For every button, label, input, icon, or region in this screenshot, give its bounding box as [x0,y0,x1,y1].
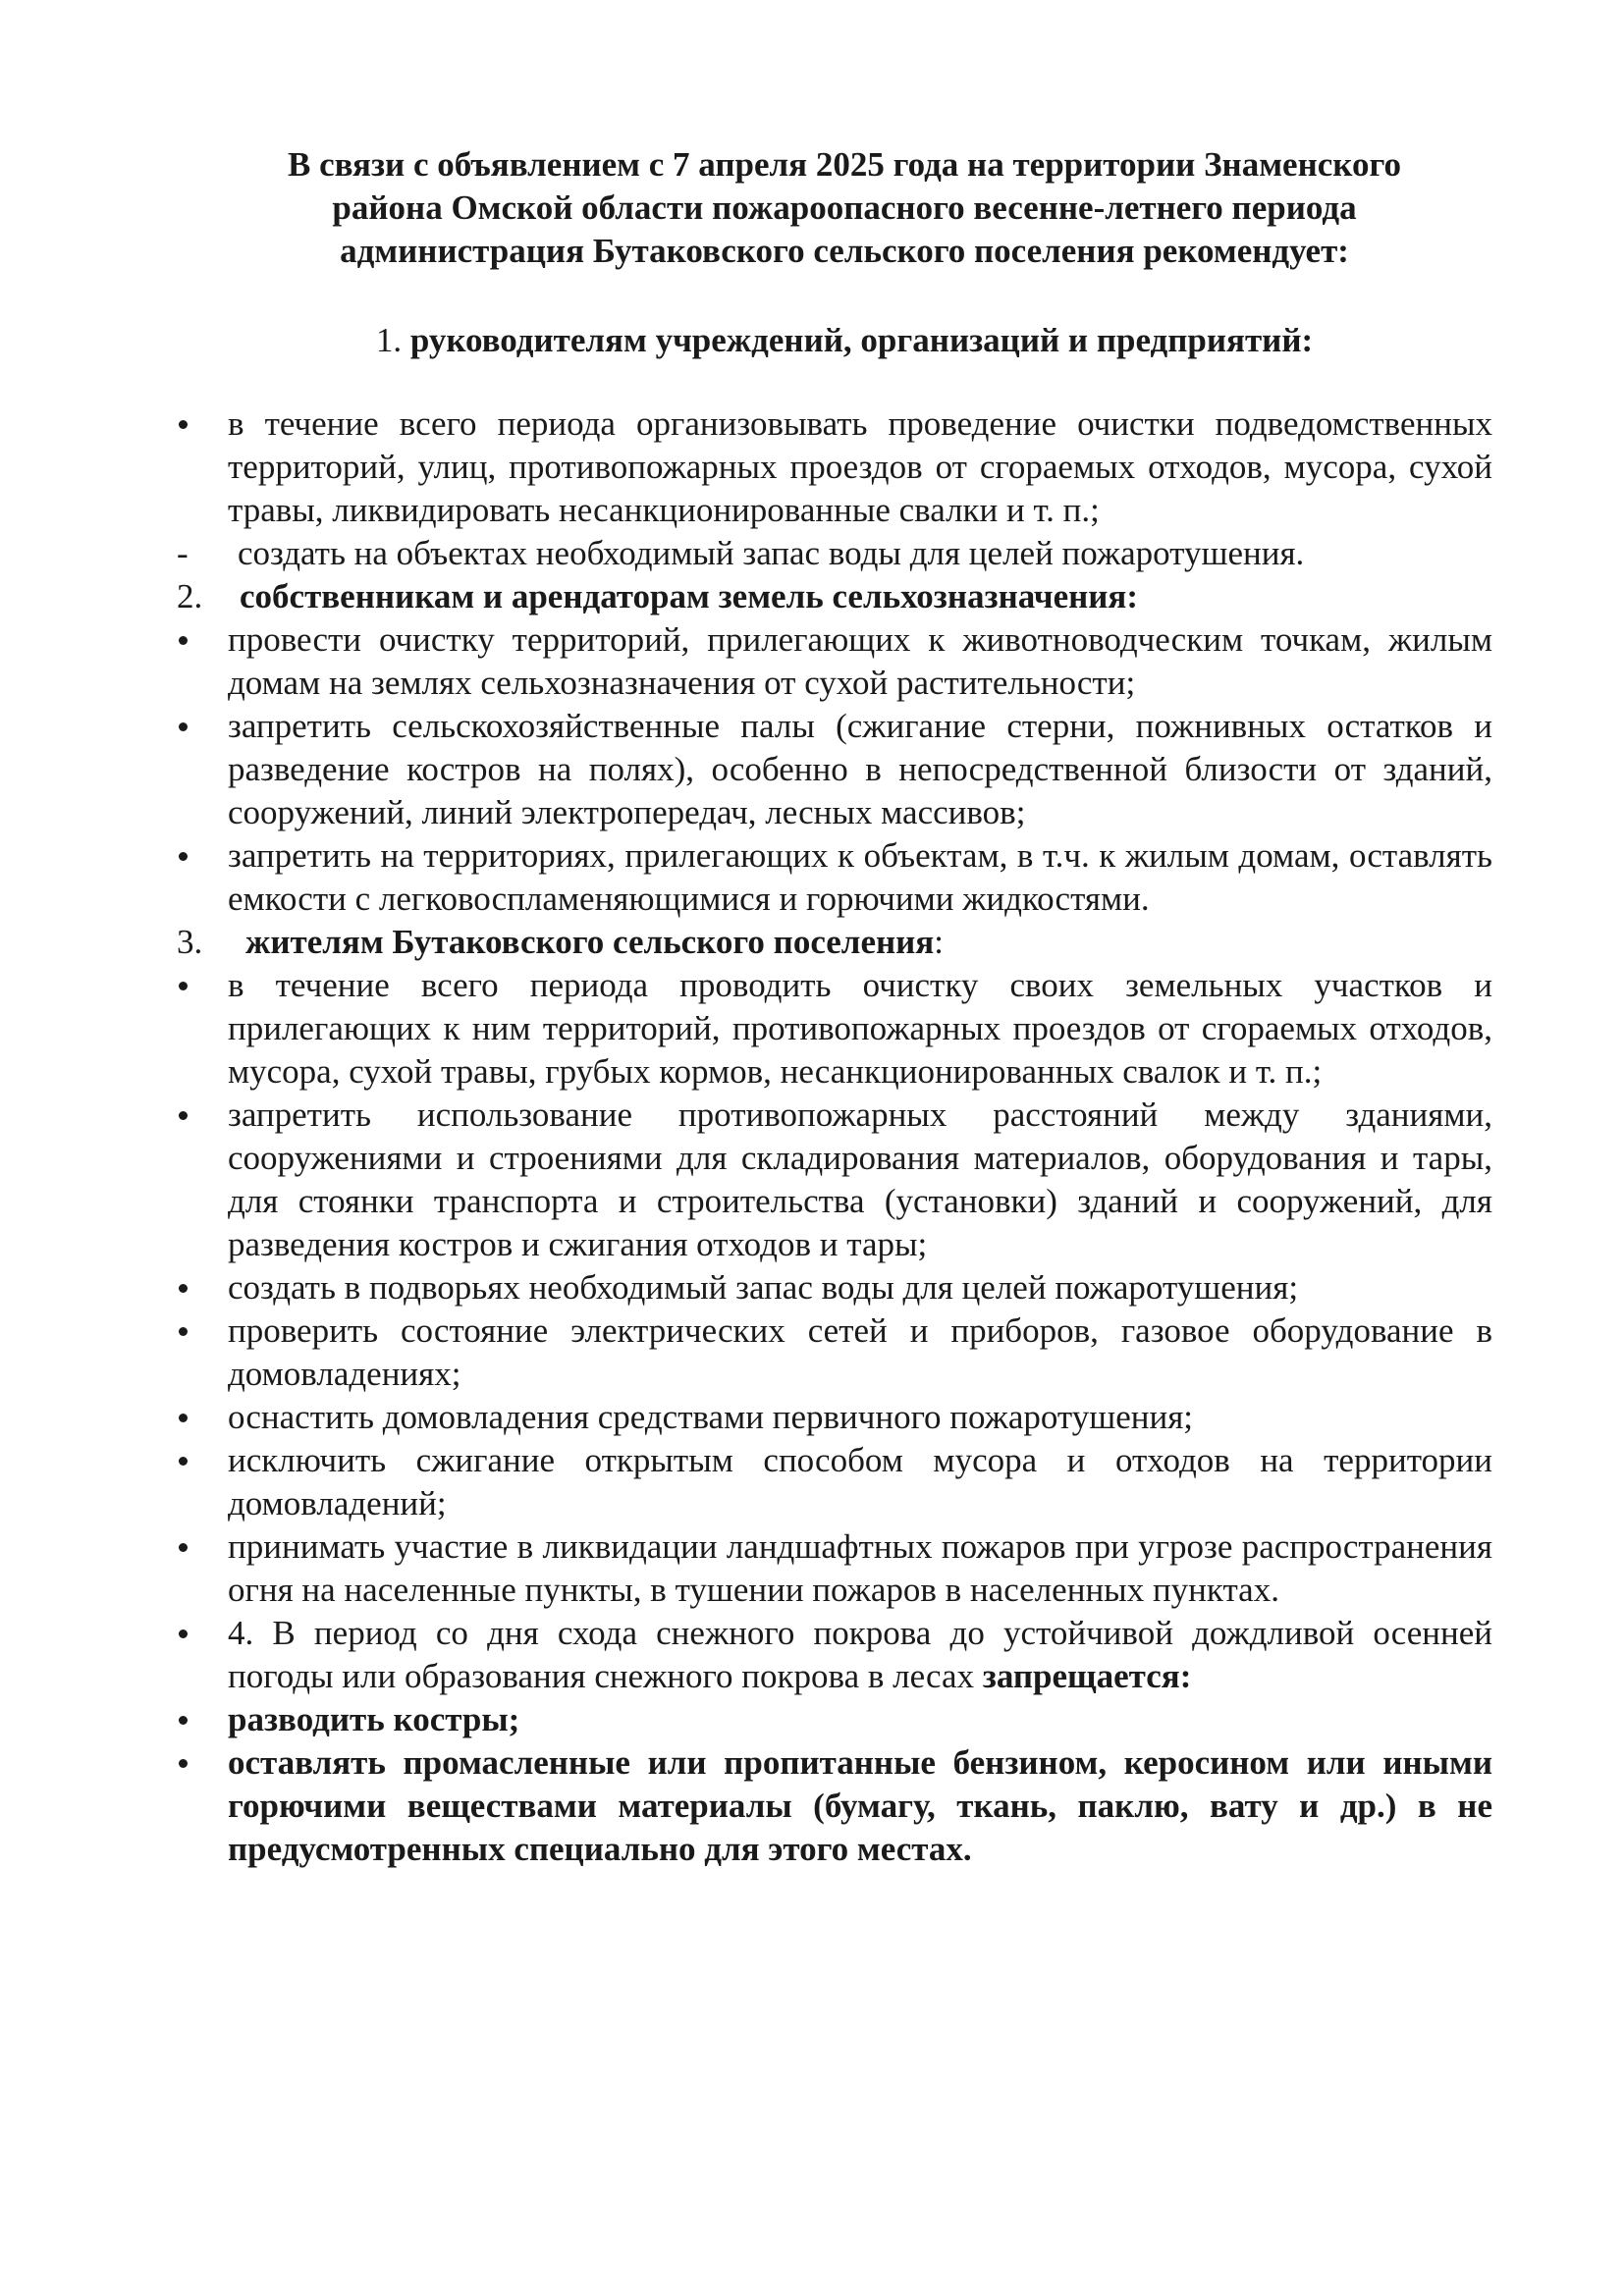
bullet-icon [179,1629,188,1638]
list-item [177,1741,1492,1871]
section-3-bullet-2: запретить использование противопожарных расстояний между зданиями, сооружениями и строениями для складирования материалов, оборудования и тары, для стоянки транспорта и строительства (установки) зданий и сооружений, для разведения костров и сжигания отходов и тары; [228,1095,1492,1263]
bullet-icon [179,420,188,429]
section-1-heading-text: руководителям учреждений, организаций и предприятий: [409,321,1314,359]
bullet-icon [179,722,188,731]
bullet-icon [179,1327,188,1336]
section-4-intro-item [177,1612,1492,1698]
section-3-heading-colon: : [934,923,944,961]
section-3-bullet-3: создать в подворьях необходимый запас воды для целей пожаротушения; [228,1268,1299,1307]
section-1-dash-1: создать на объектах необходимый запас воды для целей пожаротушения. [238,534,1305,572]
section-3-bullet-5: оснастить домовладения средствами первичного пожаротушения; [228,1398,1194,1436]
list-item [177,705,1492,834]
section-4-bullet-2: оставлять промасленные или пропитанные бензином, керосином или иными горючими веществами материалы (бумагу, ткань, паклю, вату и др.) в не предусмотренных специально для этого местах. [228,1743,1492,1868]
section-1-bullet-1: в течение всего периода организовывать проведение очистки подведомственных территорий, улиц, противопожарных проездов от сгораемых отходов, мусора, сухой травы, ликвидировать несанкционированные свалки и т. п.; [228,404,1492,529]
section-1-number: 1. [375,321,403,359]
list-item [177,834,1492,921]
bullet-icon [179,1284,188,1293]
bullet-icon [179,982,188,990]
section-3-bullet-6: исключить сжигание открытым способом мусора и отходов на территории домовладений; [228,1441,1492,1522]
bullet-icon [179,1111,188,1120]
section-4-bullet-1: разводить костры; [228,1700,520,1738]
title-line-1: В связи с объявлением с 7 апреля 2025 года на территории Знаменского [287,145,1402,184]
section-3-heading-text: жителям Бутаковского сельского поселения [245,923,935,961]
list-item [177,402,1492,532]
list-item [177,618,1492,705]
list-item [177,1439,1492,1525]
section-2-number: 2. [177,577,203,615]
section-2-heading-text: собственникам и арендаторам земель сельхозназначения: [240,577,1139,615]
list-item [177,1396,1492,1439]
section-3-heading [177,921,1492,964]
section-1-heading [187,319,1502,362]
section-3-bullet-4: проверить состояние электрических сетей и приборов, газовое оборудование в домовладениях; [228,1311,1492,1393]
list-item [177,1309,1492,1396]
bullet-icon [179,1414,188,1422]
section-3-bullet-7: принимать участие в ликвидации ландшафтных пожаров при угрозе распространения огня на населенные пункты, в тушении пожаров в населенных пунктах. [228,1527,1492,1609]
section-2-bullet-1: провести очистку территорий, прилегающих к животноводческим точкам, жилым домам на землях сельхозназначения от сухой растительности; [228,620,1492,702]
section-3-bullet-1: в течение всего периода проводить очистку своих земельных участков и прилегающих к ним территорий, противопожарных проездов от сгораемых отходов, мусора, сухой травы, грубых кормов, несанкционированных свалок и т. п.; [228,966,1492,1091]
list-item [177,1094,1492,1266]
section-2-bullet-2: запретить сельскохозяйственные палы (сжигание стерни, пожнивных остатков и разведение костров на полях), особенно в непосредственной близости от зданий, сооружений, линий электропередач, лесных массивов; [228,707,1492,831]
bullet-icon [179,636,188,645]
section-4-intro-text: 4. В период со дня схода снежного покрова до устойчивой дождливой осенней погоды или образования снежного покрова в лесах [228,1614,1492,1695]
title-line-3: администрация Бутаковского сельского поселения рекомендует: [340,232,1349,270]
bullet-icon [179,1759,188,1768]
document-body [177,402,1492,1871]
list-item [177,964,1492,1094]
section-4-intro [228,1612,1492,1698]
list-item [177,1525,1492,1612]
list-item [177,532,1492,575]
bullet-icon [179,1457,188,1466]
bullet-icon [179,1716,188,1725]
title-line-2: района Омской области пожароопасного весенне-летнего периода [332,188,1357,227]
section-3-number: 3. [177,923,203,961]
section-2-bullet-3: запретить на территориях, прилегающих к объектам, в т.ч. к жилым домам, оставлять емкости с легковоспламеняющимися и горючими жидкостями. [228,836,1492,918]
list-item [177,1698,1492,1741]
section-4-intro-bold: запрещается: [982,1657,1192,1695]
section-2-heading [177,575,1492,618]
dash-marker: - [177,534,189,572]
bullet-icon [179,1543,188,1552]
list-item [177,1266,1492,1309]
document-title [187,143,1502,273]
bullet-icon [179,852,188,861]
